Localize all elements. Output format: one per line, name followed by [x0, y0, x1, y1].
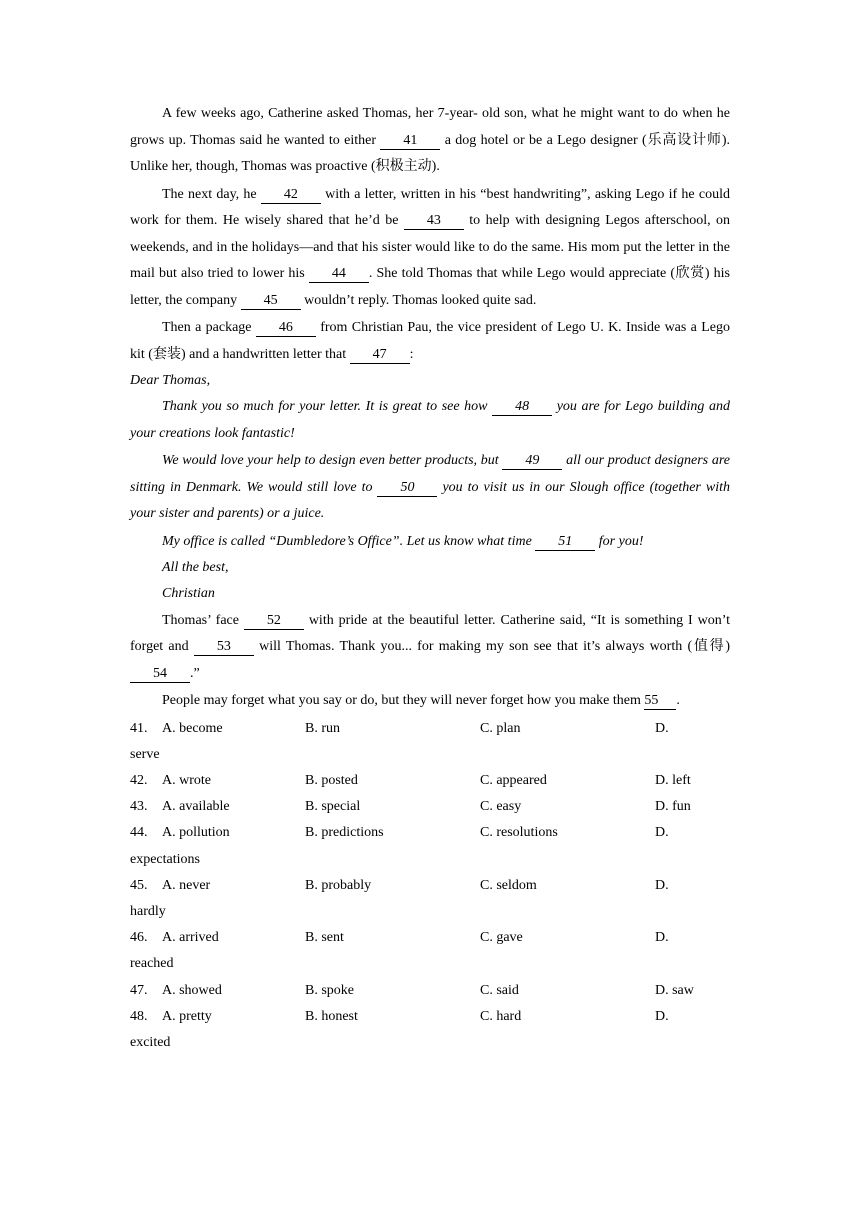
option-b: B. posted — [305, 773, 358, 789]
text: to help with designing Legos afterschool, on weekends, and in the holidays—and that his sister would like to do the same. His mom put the letter in the mail but also tried to lower his — [130, 213, 730, 281]
blank-42: 42 — [261, 187, 321, 204]
text: will Thomas. Thank you... for making my son see that it’s always worth (值得) — [253, 639, 730, 655]
letter-greeting: Dear Thomas, — [130, 373, 211, 388]
option-d: D. — [655, 1008, 669, 1024]
option-b: B. run — [305, 720, 340, 736]
paragraph-3 — [130, 315, 730, 368]
letter-paragraph-3 — [130, 529, 730, 556]
text: from Christian Pau, the vice president of Lego U. K. Inside was a Lego kit (套装) and a handwritten letter that — [130, 320, 730, 362]
question-number: 42. — [130, 773, 148, 789]
paragraph-5 — [130, 688, 730, 715]
option-c: C. gave — [480, 930, 523, 946]
option-c: C. easy — [480, 799, 522, 815]
question-41 — [130, 716, 730, 768]
option-a: A. available — [162, 799, 230, 815]
option-c: C. plan — [480, 720, 521, 736]
text: The next day, he — [162, 186, 261, 202]
blank-49: 49 — [502, 453, 562, 470]
blank-43: 43 — [404, 213, 464, 230]
paragraph-1 — [130, 101, 730, 181]
option-d: D. — [655, 877, 669, 893]
option-a: A. showed — [162, 982, 222, 998]
question-42 — [130, 768, 730, 794]
option-a: A. pollution — [162, 825, 230, 841]
option-b: B. sent — [305, 930, 344, 946]
text: My office is called “Dumbledore’s Office”. Let us know what time — [162, 533, 536, 549]
blank-53: 53 — [194, 639, 254, 656]
question-number: 41. — [130, 720, 148, 736]
option-c: C. hard — [480, 1008, 522, 1024]
text: all our product designers are sitting in Denmark. We would still love to — [130, 453, 730, 495]
question-number: 46. — [130, 930, 148, 946]
option-d-wrap: reached — [130, 956, 174, 972]
option-a: A. never — [162, 877, 211, 893]
blank-51: 51 — [535, 534, 595, 551]
text: Then a package — [162, 320, 256, 335]
text: you to visit us in our Slough office (together with your sister and parents) or a juice. — [130, 479, 730, 522]
question-48 — [130, 1004, 730, 1056]
option-c: C. seldom — [480, 877, 537, 893]
option-d: D. — [655, 720, 669, 736]
option-b: B. special — [305, 799, 361, 815]
option-d-wrap: expectations — [130, 851, 200, 867]
option-d-wrap: serve — [130, 746, 160, 762]
document-page — [130, 101, 730, 1056]
letter-closing: All the best, — [162, 560, 229, 576]
blank-45: 45 — [241, 293, 301, 310]
text: with pride at the beautiful letter. Catherine said, “It is something I won’t forget and — [130, 612, 731, 655]
question-number: 45. — [130, 877, 148, 893]
question-number: 44. — [130, 825, 148, 841]
question-44 — [130, 820, 730, 872]
blank-46: 46 — [256, 320, 316, 337]
text: with a letter, written in his “best handwriting”, asking Lego if he could work for them. He wisely shared that he’d be — [130, 186, 730, 228]
question-number: 47. — [130, 982, 148, 998]
option-b: B. honest — [305, 1008, 358, 1024]
paragraph-4 — [130, 608, 730, 688]
letter-paragraph-1 — [130, 394, 730, 447]
blank-54: 54 — [130, 666, 190, 683]
text: People may forget what you say or do, but they will never forget how you make them — [162, 693, 645, 709]
option-d: D. — [655, 825, 669, 841]
option-b: B. probably — [305, 877, 372, 893]
option-b: B. spoke — [305, 982, 354, 998]
option-a: A. pretty — [162, 1008, 212, 1024]
text: . — [676, 693, 680, 709]
option-b: B. predictions — [305, 825, 384, 841]
text: a dog hotel or be a Lego designer (乐高设计师). Unlike her, though, Thomas was proactive (积极主动). — [130, 132, 730, 174]
question-45 — [130, 873, 730, 925]
option-d: D. left — [655, 773, 691, 789]
text: A few weeks ago, Catherine asked Thomas, her 7-year- old son, what he might want to do when he grows up. Thomas said he wanted to either — [130, 106, 730, 148]
text: you are for Lego building and your creations look fantastic! — [130, 399, 730, 441]
question-46 — [130, 925, 730, 977]
question-47 — [130, 978, 730, 1004]
option-a: A. arrived — [162, 930, 219, 946]
answer-choices — [130, 716, 730, 1057]
question-number: 48. — [130, 1008, 148, 1024]
blank-48: 48 — [492, 399, 552, 416]
blank-52: 52 — [244, 613, 304, 630]
text: .” — [190, 665, 200, 681]
option-d: D. — [655, 930, 669, 946]
option-c: C. said — [480, 982, 519, 998]
text: . She told Thomas that while Lego would appreciate (欣赏) his letter, the company — [130, 266, 730, 308]
option-d: D. saw — [655, 982, 694, 998]
blank-50: 50 — [377, 480, 437, 497]
option-d-wrap: hardly — [130, 904, 166, 920]
paragraph-2 — [130, 182, 730, 315]
text: for you! — [595, 533, 644, 549]
text: wouldn’t reply. Thomas looked quite sad. — [300, 292, 537, 308]
option-a: A. wrote — [162, 773, 211, 789]
text: Thomas’ face — [162, 612, 244, 628]
letter-signature: Christian — [162, 586, 215, 602]
question-43 — [130, 794, 730, 820]
text: We would love your help to design even better products, but — [162, 453, 503, 469]
letter-paragraph-2 — [130, 448, 730, 528]
text: : — [409, 346, 414, 362]
option-c: C. resolutions — [480, 825, 558, 841]
blank-41: 41 — [380, 133, 440, 150]
text: Thank you so much for your letter. It is great to see how — [162, 399, 493, 415]
option-d: D. fun — [655, 799, 691, 815]
blank-44: 44 — [309, 266, 369, 283]
option-d-wrap: excited — [130, 1035, 171, 1051]
option-a: A. become — [162, 720, 223, 736]
question-number: 43. — [130, 799, 148, 815]
option-c: C. appeared — [480, 773, 547, 789]
blank-47: 47 — [350, 347, 410, 364]
blank-55: 55 — [644, 693, 676, 710]
